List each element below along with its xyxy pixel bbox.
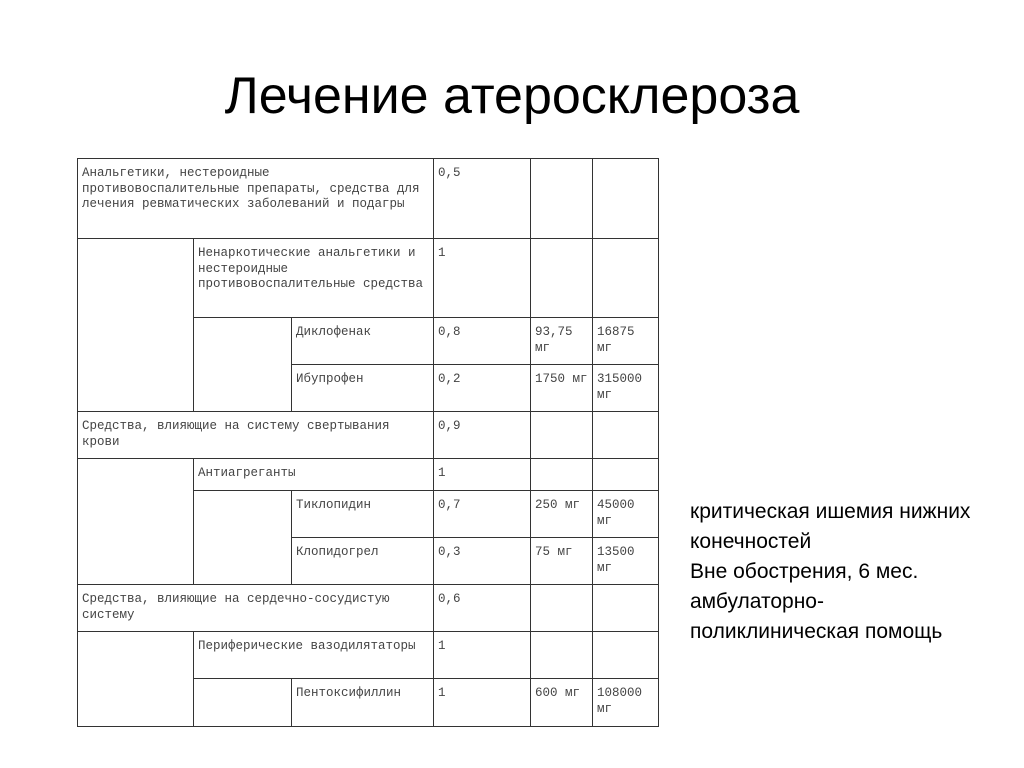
empty-cell xyxy=(78,239,194,412)
drug-subgroup-name: Антиагреганты xyxy=(194,459,434,491)
frequency-cell: 1 xyxy=(434,632,531,679)
drug-table xyxy=(77,158,659,727)
drug-group-name: Средства, влияющие на сердечно-сосудистую систему xyxy=(78,585,434,632)
course-dose-cell xyxy=(593,159,659,239)
dose-cell xyxy=(531,585,593,632)
table-row xyxy=(78,412,659,459)
frequency-cell: 0,7 xyxy=(434,491,531,538)
empty-cell xyxy=(78,632,194,727)
dose-cell xyxy=(531,412,593,459)
frequency-cell: 1 xyxy=(434,239,531,318)
table-row xyxy=(78,632,659,679)
note-line: Вне обострения, 6 мес. xyxy=(690,560,919,583)
frequency-cell: 0,2 xyxy=(434,365,531,412)
empty-cell xyxy=(194,679,292,727)
dose-cell: 600 мг xyxy=(531,679,593,727)
drug-subgroup-name: Периферические вазодилятаторы xyxy=(194,632,434,679)
drug-name: Диклофенак xyxy=(292,318,434,365)
drug-name: Тиклопидин xyxy=(292,491,434,538)
table-row xyxy=(78,239,659,318)
frequency-cell: 0,6 xyxy=(434,585,531,632)
frequency-cell: 0,3 xyxy=(434,538,531,585)
drug-subgroup-name: Ненаркотические анальгетики и нестероидные противовоспалительные средства xyxy=(194,239,434,318)
course-dose-cell xyxy=(593,632,659,679)
course-dose-cell xyxy=(593,412,659,459)
note-line: амбулаторно- xyxy=(690,590,824,613)
dose-cell xyxy=(531,159,593,239)
drug-name: Пентоксифиллин xyxy=(292,679,434,727)
course-dose-cell: 45000 мг xyxy=(593,491,659,538)
empty-cell xyxy=(78,459,194,585)
frequency-cell: 0,8 xyxy=(434,318,531,365)
empty-cell xyxy=(194,318,292,412)
course-dose-cell: 108000 мг xyxy=(593,679,659,727)
course-dose-cell: 315000 мг xyxy=(593,365,659,412)
dose-cell xyxy=(531,239,593,318)
frequency-cell: 0,9 xyxy=(434,412,531,459)
treatment-conditions-note xyxy=(690,497,990,647)
table-row xyxy=(78,585,659,632)
course-dose-cell: 13500 мг xyxy=(593,538,659,585)
course-dose-cell: 16875 мг xyxy=(593,318,659,365)
drug-group-name: Средства, влияющие на систему свертывания крови xyxy=(78,412,434,459)
empty-cell xyxy=(194,491,292,585)
dose-cell: 250 мг xyxy=(531,491,593,538)
dose-cell: 75 мг xyxy=(531,538,593,585)
course-dose-cell xyxy=(593,459,659,491)
slide-title: Лечение атеросклероза xyxy=(224,67,800,125)
frequency-cell: 1 xyxy=(434,459,531,491)
dose-cell xyxy=(531,632,593,679)
table-row xyxy=(78,459,659,491)
dose-cell: 93,75 мг xyxy=(531,318,593,365)
drug-name: Ибупрофен xyxy=(292,365,434,412)
frequency-cell: 1 xyxy=(434,679,531,727)
course-dose-cell xyxy=(593,239,659,318)
note-line: поликлиническая помощь xyxy=(690,620,943,643)
frequency-cell: 0,5 xyxy=(434,159,531,239)
dose-cell xyxy=(531,459,593,491)
drug-group-name: Анальгетики, нестероидные противовоспалительные препараты, средства для лечения ревматических заболеваний и подагры xyxy=(78,159,434,239)
dose-cell: 1750 мг xyxy=(531,365,593,412)
course-dose-cell xyxy=(593,585,659,632)
table-row xyxy=(78,159,659,239)
note-line: критическая ишемия нижних конечностей xyxy=(690,500,971,553)
drug-name: Клопидогрел xyxy=(292,538,434,585)
